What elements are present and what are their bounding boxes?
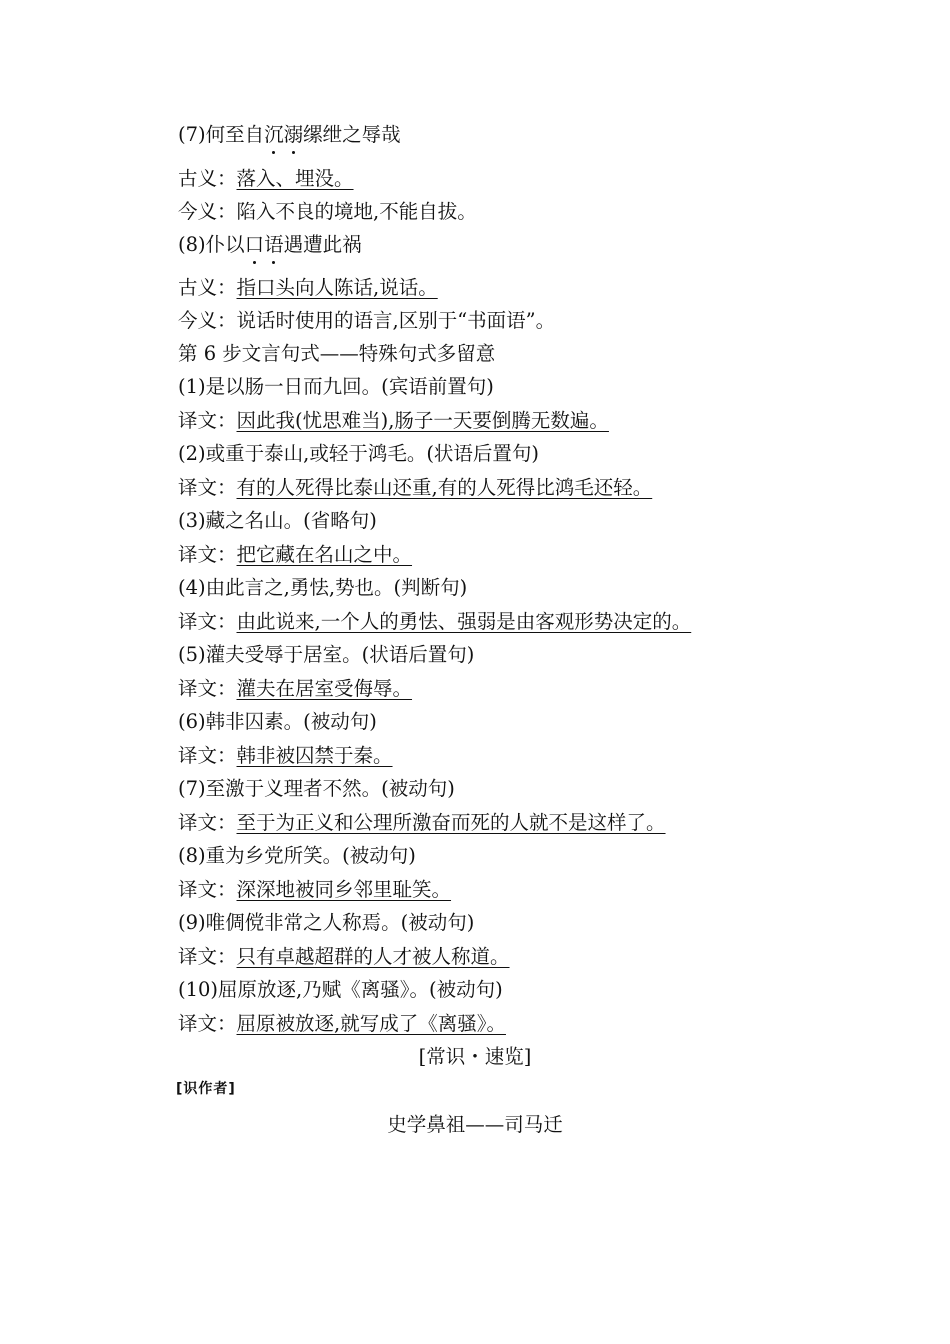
section-heading: [常识・速览] xyxy=(418,1045,532,1068)
answer-text: 只有卓越超群的人才被人称道。 xyxy=(236,945,510,968)
answer-text: 深深地被同乡邻里耻笑。 xyxy=(236,878,452,901)
sentence-question: (7)至激于义理者不然。(被动句) xyxy=(178,777,455,800)
answer-text: 指口头向人陈话,说话。 xyxy=(236,276,438,299)
answer-text: 由此说来,一个人的勇怯、强弱是由客观形势决定的。 xyxy=(236,610,692,633)
emphasis-char: 口 xyxy=(244,233,265,256)
answer-text: 有的人死得比泰山还重,有的人死得比鸿毛还轻。 xyxy=(236,476,653,499)
answer-text: 灌夫在居室受侮辱。 xyxy=(236,677,413,700)
sentence-question: (6)韩非囚素。(被动句) xyxy=(178,710,377,733)
translation-line: 译文：深深地被同乡邻里耻笑。 xyxy=(178,878,452,901)
sentence-question: (4)由此言之,勇怯,势也。(判断句) xyxy=(178,576,468,599)
translation-line: 译文：只有卓越超群的人才被人称道。 xyxy=(178,945,510,968)
emphasis-char: 沉 xyxy=(264,123,284,146)
ancient-meaning-7: 古义：落入、埋没。 xyxy=(178,167,354,190)
sentence-question: (2)或重于泰山,或轻于鸿毛。(状语后置句) xyxy=(178,442,540,465)
answer-text: 落入、埋没。 xyxy=(236,167,354,190)
emphasis-char: 溺 xyxy=(283,123,304,146)
translation-line: 译文：灌夫在居室受侮辱。 xyxy=(178,677,413,700)
sentence-question: (10)屈原放逐,乃赋《离骚》。(被动句) xyxy=(178,978,503,1001)
ancient-meaning-8: 古义：指口头向人陈话,说话。 xyxy=(178,276,438,299)
answer-text: 韩非被囚禁于秦。 xyxy=(236,744,393,767)
answer-text: 至于为正义和公理所激奋而死的人就不是这样了。 xyxy=(236,811,666,834)
answer-text: 屈原被放逐,就写成了《离骚》。 xyxy=(236,1012,506,1035)
translation-line: 译文：韩非被囚禁于秦。 xyxy=(178,744,393,767)
translation-line: 译文：把它藏在名山之中。 xyxy=(178,543,413,566)
sentence-question: (5)灌夫受辱于居室。(状语后置句) xyxy=(178,643,475,666)
sentence-question: (9)唯倜傥非常之人称焉。(被动句) xyxy=(178,911,475,934)
translation-line: 译文：因此我(忧思难当),肠子一天要倒腾无数遍。 xyxy=(178,409,609,432)
translation-line: 译文：有的人死得比泰山还重,有的人死得比鸿毛还轻。 xyxy=(178,476,653,499)
translation-line: 译文：至于为正义和公理所激奋而死的人就不是这样了。 xyxy=(178,811,666,834)
sentence-question: (8)重为乡党所笑。(被动句) xyxy=(178,844,416,867)
question-7: (7)何至自沉溺缧绁之辱哉 xyxy=(178,123,401,146)
emphasis-char: 语 xyxy=(264,233,284,256)
sentence-question: (3)藏之名山。(省略句) xyxy=(178,509,377,532)
author-label: [识作者] xyxy=(176,1081,236,1097)
step-6-heading: 第 6 步文言句式——特殊句式多留意 xyxy=(178,342,496,365)
question-8: (8)仆以口语遇遭此祸 xyxy=(178,233,362,256)
answer-text: 因此我(忧思难当),肠子一天要倒腾无数遍。 xyxy=(236,409,609,432)
sentence-question: (1)是以肠一日而九回。(宾语前置句) xyxy=(178,375,494,398)
translation-line: 译文：由此说来,一个人的勇怯、强弱是由客观形势决定的。 xyxy=(178,610,692,633)
answer-text: 把它藏在名山之中。 xyxy=(236,543,413,566)
author-title: 史学鼻祖——司马迁 xyxy=(387,1113,563,1136)
translation-line: 译文：屈原被放逐,就写成了《离骚》。 xyxy=(178,1012,506,1035)
modern-meaning-8: 今义：说话时使用的语言,区别于“书面语”。 xyxy=(178,309,556,332)
modern-meaning-7: 今义：陷入不良的境地,不能自拔。 xyxy=(178,200,477,223)
